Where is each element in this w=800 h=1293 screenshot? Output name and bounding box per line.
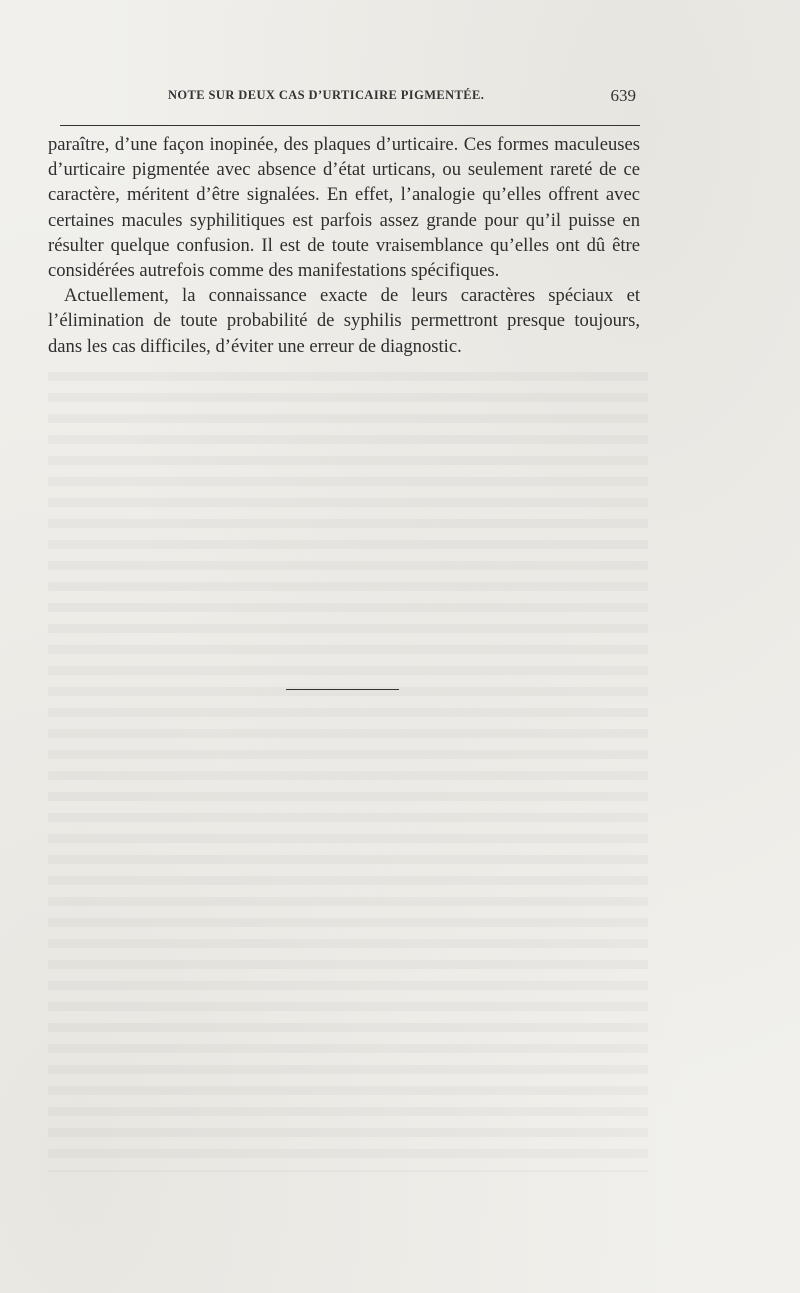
section-end-rule bbox=[286, 689, 399, 690]
running-title: NOTE SUR DEUX CAS D’URTICAIRE PIGMENTÉE. bbox=[168, 88, 485, 102]
paragraph-1: paraître, d’une façon inopinée, des plaques d’urticaire. Ces formes maculeuses d’urticaire pigmentée avec absence d’état urticans, ou seulement rareté de ce caractère, méritent d’être signalées. En effet, l’analogie qu’elles offrent avec certaines macules syphilitiques est parfois assez grande pour qu’il puisse en résulter quelque confusion. Il est de toute vraisemblance qu’elles ont dû être considérées autrefois comme des manifestations spécifiques. bbox=[48, 134, 640, 282]
page-number: 639 bbox=[610, 86, 636, 105]
header-rule bbox=[60, 125, 640, 126]
body-text bbox=[48, 132, 640, 359]
page-header bbox=[48, 88, 638, 110]
show-through-texture bbox=[48, 372, 648, 1172]
paragraph-2: Actuellement, la connaissance exacte de leurs caractères spéciaux et l’élimination de toute probabilité de syphilis permettront presque toujours, dans les cas difficiles, d’éviter une erreur de diagnostic. bbox=[48, 285, 640, 357]
